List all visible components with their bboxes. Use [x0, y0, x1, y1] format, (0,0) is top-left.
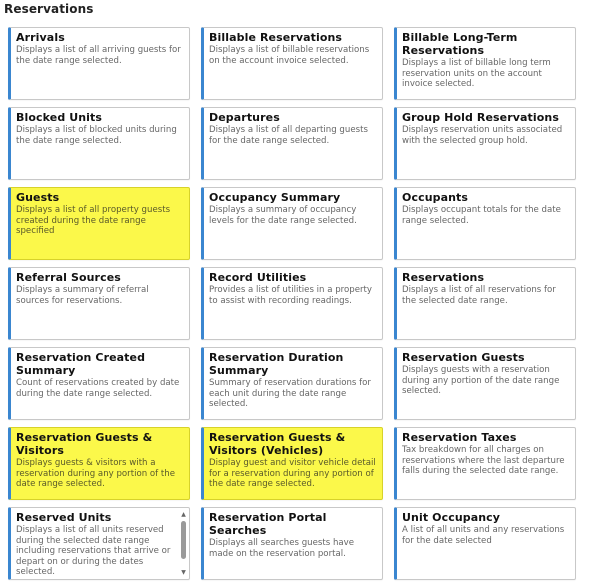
card-description: Displays a summary of referral sources for reservations. [16, 285, 149, 306]
report-card-reservation-created-summary[interactable] [8, 347, 190, 420]
report-grid [8, 27, 576, 580]
report-card-reservation-guests-visitors[interactable] [8, 427, 190, 500]
report-card-arrivals[interactable] [8, 27, 190, 100]
report-card-reservation-portal-searches[interactable] [201, 507, 383, 580]
card-title: Blocked Units [16, 111, 103, 124]
card-scrollbar[interactable] [180, 511, 187, 576]
card-description: Displays a list of blocked units during the date range selected. [16, 125, 177, 146]
card-title: Reservation Portal Searches [209, 511, 327, 537]
card-title: Referral Sources [16, 271, 121, 284]
card-title: Reservation Guests [402, 351, 525, 364]
report-card-blocked-units[interactable] [8, 107, 190, 180]
card-title: Reservations [402, 271, 485, 284]
card-description: Displays a list of billable reservations on the account invoice selected. [209, 45, 370, 66]
card-description: Displays reservation units associated with the selected group hold. [402, 125, 563, 146]
card-title: Group Hold Reservations [402, 111, 560, 124]
scrollbar-thumb[interactable] [181, 521, 186, 559]
report-card-occupants[interactable] [394, 187, 576, 260]
report-card-reservation-taxes[interactable] [394, 427, 576, 500]
card-title: Billable Reservations [209, 31, 343, 44]
card-title: Occupancy Summary [209, 191, 341, 204]
card-description: Displays a list of all property guests created during the date range specified [16, 205, 171, 237]
card-description: Summary of reservation durations for each unit during the date range selected. [209, 378, 371, 410]
card-description: Provides a list of utilities in a property to assist with recording readings. [209, 285, 373, 306]
card-title: Reservation Taxes [402, 431, 517, 444]
report-card-reservation-guests-visitors-vehicles[interactable] [201, 427, 383, 500]
card-title: Occupants [402, 191, 469, 204]
report-card-departures[interactable] [201, 107, 383, 180]
report-card-referral-sources[interactable] [8, 267, 190, 340]
card-description: Displays a list of all reservations for the selected date range. [402, 285, 556, 306]
report-card-guests[interactable] [8, 187, 190, 260]
card-title: Reservation Guests & Visitors [16, 431, 153, 457]
card-description: Displays a list of all units reserved during the selected date range including reservations that arrive or depart on or during the dates selected. [16, 525, 171, 578]
card-title: Departures [209, 111, 280, 124]
card-title: Record Utilities [209, 271, 307, 284]
card-description: Displays occupant totals for the date range selected. [402, 205, 561, 226]
report-card-billable-reservations[interactable] [201, 27, 383, 100]
card-description: Displays a list of billable long term reservation units on the account invoice selected. [402, 58, 551, 90]
report-card-unit-occupancy[interactable] [394, 507, 576, 580]
card-description: Displays a list of all arriving guests for the date range selected. [16, 45, 181, 66]
card-description: Displays all searches guests have made on the reservation portal. [209, 538, 355, 559]
report-card-billable-long-term-reservations[interactable] [394, 27, 576, 100]
card-title: Arrivals [16, 31, 65, 44]
report-card-reservation-duration-summary[interactable] [201, 347, 383, 420]
card-title: Unit Occupancy [402, 511, 501, 524]
card-title: Guests [16, 191, 60, 204]
card-description: Count of reservations created by date during the date range selected. [16, 378, 180, 399]
report-card-reservations[interactable] [394, 267, 576, 340]
card-description: Displays guests with a reservation during any portion of the date range selected. [402, 365, 560, 397]
scroll-up-arrow-icon[interactable]: ▲ [181, 511, 186, 518]
card-title: Billable Long-Term Reservations [402, 31, 518, 57]
card-title: Reserved Units [16, 511, 112, 524]
report-card-reserved-units[interactable] [8, 507, 190, 580]
card-description: Displays a list of all departing guests for the date range selected. [209, 125, 368, 146]
report-card-occupancy-summary[interactable] [201, 187, 383, 260]
card-description: Display guest and visitor vehicle detail for a reservation during any portion of the date range selected. [209, 458, 376, 490]
scroll-down-arrow-icon[interactable]: ▼ [181, 569, 186, 576]
section-title: Reservations [4, 2, 94, 16]
report-card-reservation-guests[interactable] [394, 347, 576, 420]
card-title: Reservation Guests & Visitors (Vehicles) [209, 431, 346, 457]
card-description: Displays a summary of occupancy levels for the date range selected. [209, 205, 357, 226]
card-description: Tax breakdown for all charges on reservations where the last departure falls during the selected date range. [402, 445, 565, 477]
report-card-group-hold-reservations[interactable] [394, 107, 576, 180]
card-title: Reservation Created Summary [16, 351, 146, 377]
card-description: A list of all units and any reservations for the date selected [402, 525, 565, 546]
report-card-record-utilities[interactable] [201, 267, 383, 340]
card-description: Displays guests & visitors with a reservation during any portion of the date range selected. [16, 458, 176, 490]
card-title: Reservation Duration Summary [209, 351, 344, 377]
